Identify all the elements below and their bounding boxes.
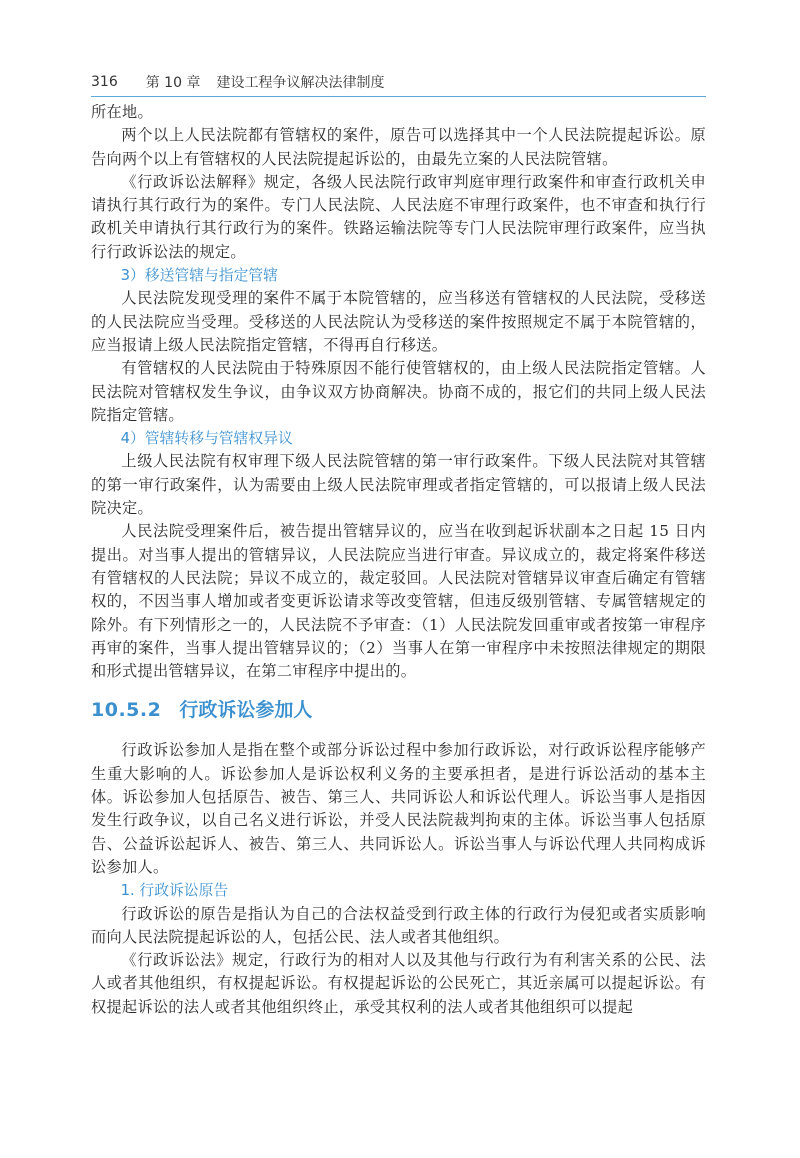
paragraph: 上级人民法院有权审理下级人民法院管辖的第一审行政案件。下级人民法院对其管辖的第一审行政案件，认为需要由上级人民法院审理或者指定管辖的，可以报请上级人民法院决定。 — [91, 452, 706, 518]
paragraph: 两个以上人民法院都有管辖权的案件，原告可以选择其中一个人民法院提起诉讼。原告向两个以上有管辖权的人民法院提起诉讼的，由最先立案的人民法院管辖。 — [91, 126, 706, 168]
paragraph: 行政诉讼参加人是指在整个或部分诉讼过程中参加行政诉讼，对行政诉讼程序能够产生重大影响的人。诉讼参加人是诉讼权利义务的主要承担者，是进行诉讼活动的基本主体。诉讼参加人包括原告、被告、第三人、共同诉讼人和诉讼代理人。诉讼当事人是指因发生行政争议，以自己名义进行诉讼，并受人民法院裁判拘束的主体。诉讼当事人包括原告、公益诉讼起诉人、被告、第三人、共同诉讼人。诉讼当事人与诉讼代理人共同构成诉讼参加人。 — [91, 741, 706, 876]
paragraph: 有管辖权的人民法院由于特殊原因不能行使管辖权的，由上级人民法院指定管辖。人民法院对管辖权发生争议，由争议双方协商解决。协商不成的，报它们的共同上级人民法院指定管辖。 — [91, 359, 706, 424]
page-number: 316 — [91, 74, 118, 90]
paragraph: 行政诉讼的原告是指认为自己的合法权益受到行政主体的行政行为侵犯或者实质影响而向人民法院提起诉讼的人，包括公民、法人或者其他组织。 — [91, 904, 706, 946]
chapter-label: 第 10 章 — [145, 75, 201, 91]
paragraph: 《行政诉讼法解释》规定，各级人民法院行政审判庭审理行政案件和审查行政机关申请执行其行政行为的案件。专门人民法院、人民法庭不审理行政案件，也不审查和执行行政机关申请执行其行政行为的案件。铁路运输法院等专门人民法院审理行政案件，应当执行行政诉讼法的规定。 — [91, 172, 706, 261]
chapter-title: 建设工程争议解决法律制度 — [216, 75, 385, 91]
subheading-plaintiff: 1. 行政诉讼原告 — [120, 882, 229, 900]
section-heading — [91, 695, 706, 725]
paragraph: 人民法院受理案件后，被告提出管辖异议的，应当在收到起诉状副本之日起 15 日内提出。对当事人提出的管辖异议，人民法院应当进行审查。异议成立的，裁定将案件移送有管辖权的人民法院；异议不成立的，裁定驳回。人民法院对管辖异议审查后确定有管辖权的，不因当事人增加或者变更诉讼请求等改变管辖，但违反级别管辖、专属管辖规定的除外。有下列情形之一的，人民法院不予审查：（1）人民法院发回重审或者按第一审程序再审的案件，当事人提出管辖异议的；（2）当事人在第一审程序中未按照法律规定的期限和形式提出管辖异议，在第二审程序中提出的。 — [91, 522, 706, 681]
section-title: 行政诉讼参加人 — [179, 699, 313, 722]
paragraph: 《行政诉讼法》规定，行政行为的相对人以及其他与行政行为有利害关系的公民、法人或者其他组织，有权提起诉讼。有权提起诉讼的公民死亡，其近亲属可以提起诉讼。有权提起诉讼的法人或者其他组织终止，承受其权利的法人或者其他组织可以提起 — [91, 951, 706, 1016]
section-number: 10.5.2 — [91, 699, 162, 722]
page-content — [91, 101, 706, 1019]
paragraph: 所在地。 — [91, 103, 153, 121]
running-header — [91, 68, 706, 97]
subheading-transfer-designation: 3）移送管辖与指定管辖 — [120, 267, 278, 285]
subheading-jurisdiction-objection: 4）管辖转移与管辖权异议 — [120, 430, 293, 448]
paragraph: 人民法院发现受理的案件不属于本院管辖的，应当移送有管辖权的人民法院，受移送的人民法院应当受理。受移送的人民法院认为受移送的案件按照规定不属于本院管辖的，应当报请上级人民法院指定管辖，不得再自行移送。 — [91, 289, 706, 354]
